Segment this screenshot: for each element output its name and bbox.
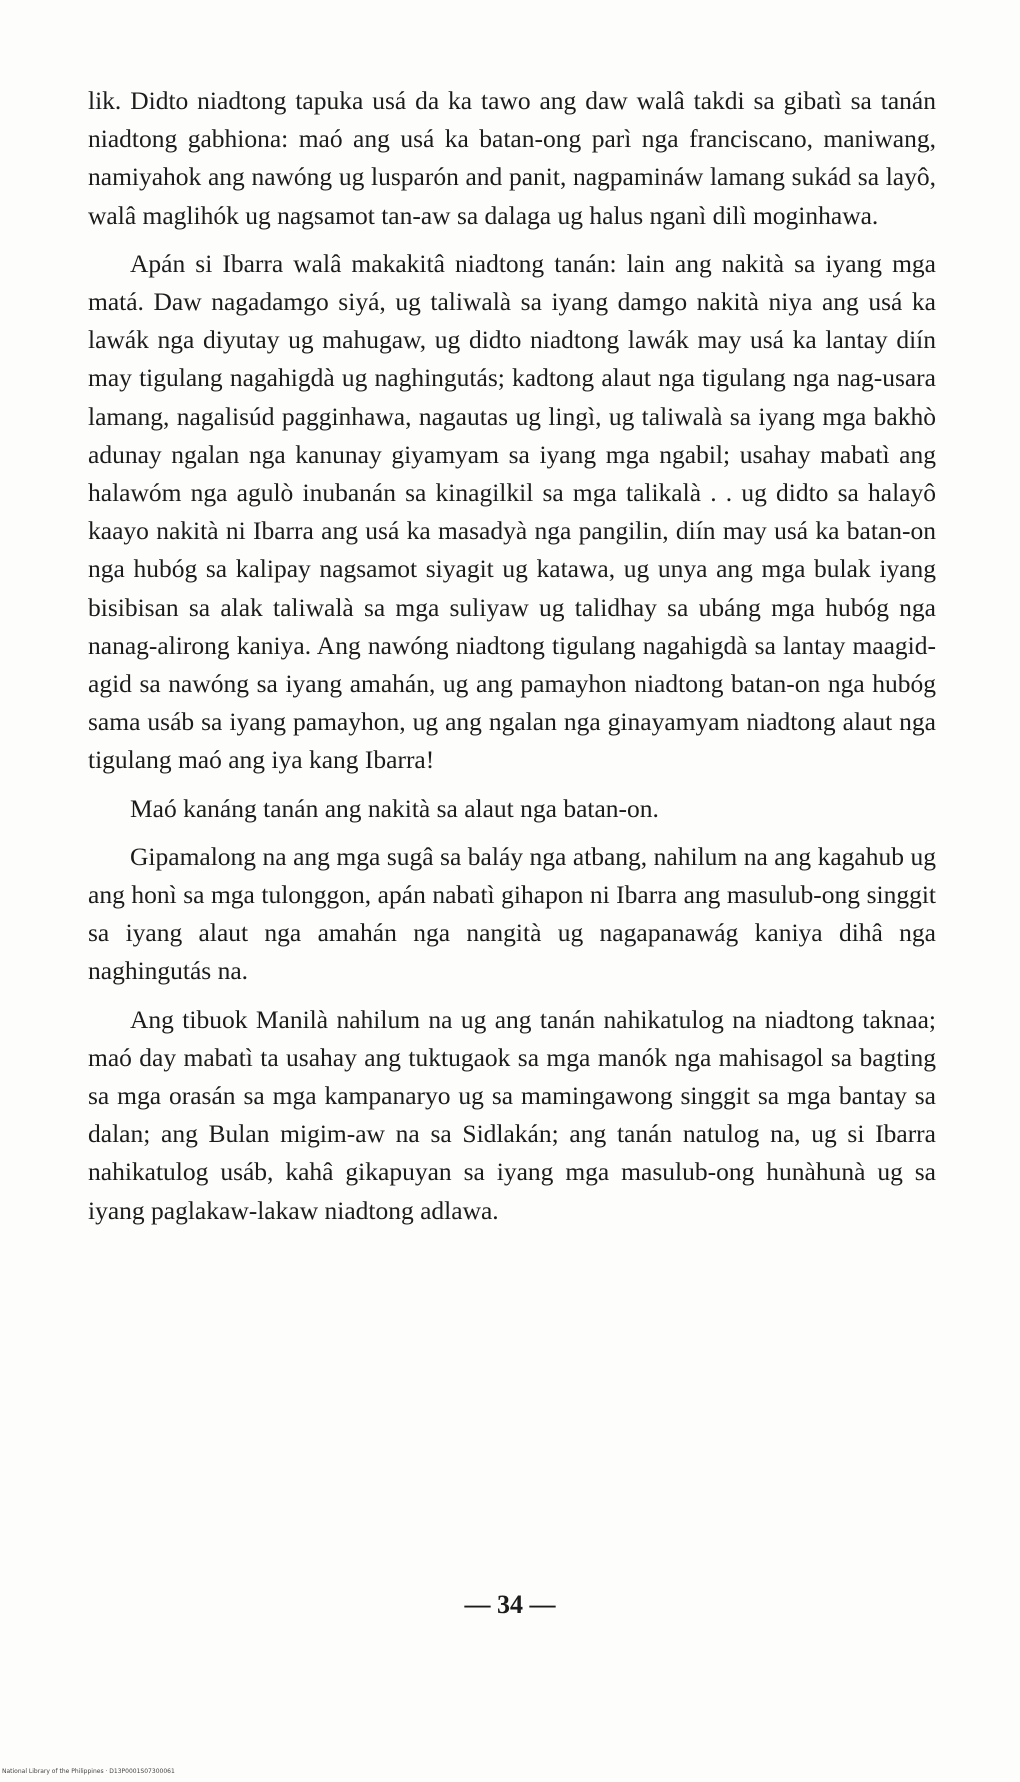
body-text [88, 82, 936, 1240]
footer-credit: National Library of the Philippines · D13P0001S07300061 [2, 1768, 175, 1775]
paragraph-5: Ang tibuok Manilà nahilum na ug ang tanán nahikatulog na niadtong taknaa; maó day mabatì ta usahay ang tuktugaok sa mga manók nga mahisagol sa bagting sa mga orasán sa mga kampanaryo ug sa mamingawong singgit sa mga bantay sa dalan; ang Bulan migim-aw na sa Sidlakán; ang tanán natulog na, ug si Ibarra nahikatulog usáb, kahâ gikapuyan sa iyang mga masulub-ong hunàhunà ug sa iyang paglakaw-lakaw niadtong adlawa. [88, 1004, 936, 1225]
page-number: — 34 — [464, 1590, 556, 1619]
paragraph-1: lik. Didto niadtong tapuka usá da ka tawo ang daw walâ takdi sa gibatì sa tanán niadtong gabhiona: maó ang usá ka batan-ong parì nga franciscano, maniwang, namiyahok ang nawóng ug lusparón and panit, nagpamináw lamang sukád sa layô, walâ maglihók ug nagsamot tan-aw sa dalaga ug halus nganì dilì moginhawa. [88, 86, 936, 230]
paragraph-2: Apán si Ibarra walâ makakitâ niadtong tanán: lain ang nakità sa iyang mga matá. Daw nagadamgo siyá, ug taliwalà sa iyang damgo nakità niya ang usá ka lawák nga diyutay ug mahugaw, ug didto niadtong lawák may usá ka lantay diín may tigulang nagahigdà ug naghingutás; kadtong alaut nga tigulang nga nag-usara lamang, nagalisúd pagginhawa, nagautas ug lingì, ug taliwalà sa iyang mga bakhò adunay ngalan nga kanunay giyamyam sa iyang mga ngabil; usahay mabatì ang halawóm nga agulò inubanán sa kinagilkil sa mga talikalà . . ug didto sa halayô kaayo nakità ni Ibarra ang usá ka masadyà nga pangilin, diín may usá ka batan-on nga hubóg sa kalipay nagsamot siyagit ug katawa, ug unya ang mga bulak iyang bisibisan sa alak taliwalà sa mga suliyaw ug talidhay sa ubáng mga hubóg nga nanag-alirong kaniya. Ang nawóng niadtong tigulang nagahigdà sa lantay maagid-agid sa nawóng sa iyang amahán, ug ang pamayhon niadtong batan-on nga hubóg sama usáb sa iyang pamayhon, ug ang ngalan nga ginayamyam niadtong alaut nga tigulang maó ang iya kang Ibarra! [88, 248, 936, 775]
paragraph-3: Maó kanáng tanán ang nakità sa alaut nga batan-on. [130, 793, 659, 823]
paragraph-4: Gipamalong na ang mga sugâ sa baláy nga atbang, nahilum na ang kagahub ug ang honì sa mga tulonggon, apán nabatì gihapon ni Ibarra ang masulub-ong singgit sa iyang alaut nga amahán nga nangità ug nagapanawág kaniya dihâ nga naghingutás na. [88, 841, 936, 986]
